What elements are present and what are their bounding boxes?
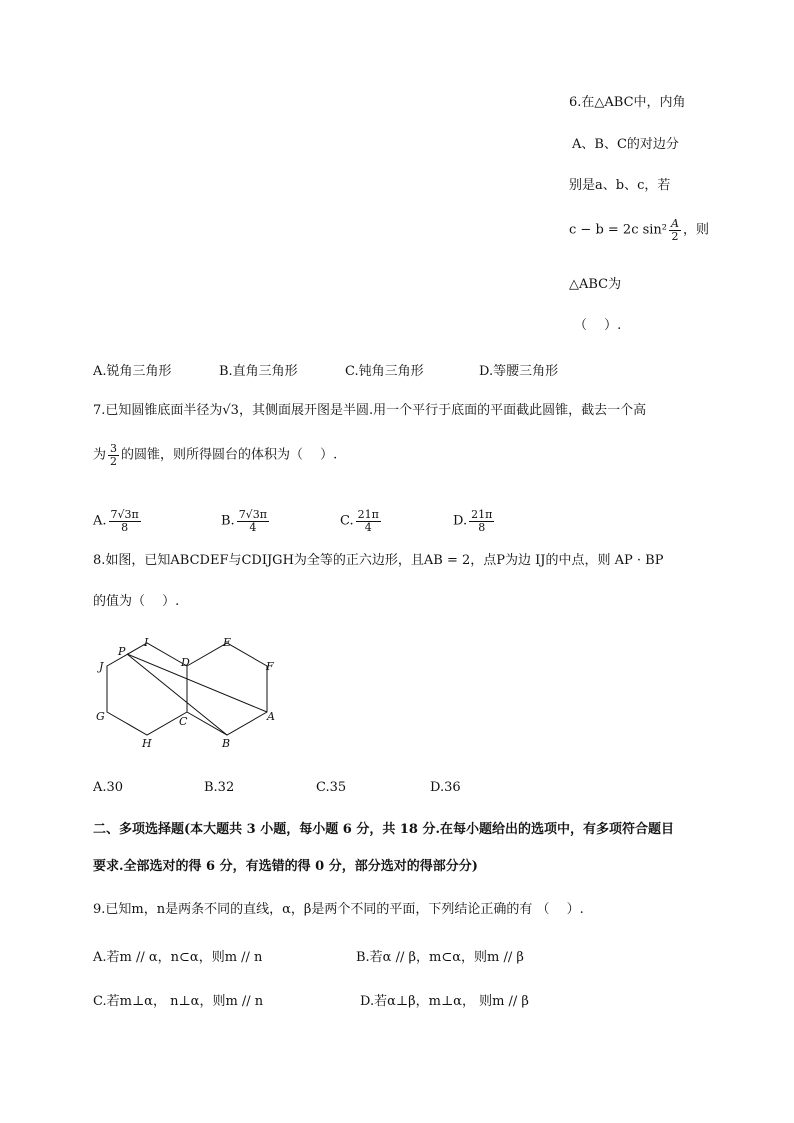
q8-option-b: B.32 xyxy=(204,780,235,795)
segment-pa xyxy=(127,654,267,712)
label-d: D xyxy=(181,656,190,669)
label-e: E xyxy=(223,636,232,649)
q6-line1: 6.在△ABC中，内角 xyxy=(569,95,686,110)
label-p: P xyxy=(118,645,126,658)
hexagon-figure xyxy=(90,633,290,753)
q9-option-d: D.若α⊥β，m⊥α， 则m // β xyxy=(360,994,529,1009)
label-g: G xyxy=(96,710,105,723)
q6-line6: （ ）. xyxy=(574,318,622,333)
hexagon-abcdef xyxy=(187,643,267,735)
q8-option-c: C.35 xyxy=(316,780,347,795)
segment-pb xyxy=(127,654,227,735)
section2-heading-line1: 二、多项选择题(本大题共 3 小题，每小题 6 分，共 18 分.在每小题给出的选项中，有多项符合题目 xyxy=(93,822,675,837)
q6-line3: 别是a、b、c，若 xyxy=(569,178,671,193)
q8-option-d: D.36 xyxy=(430,780,461,795)
q8-option-a: A.30 xyxy=(93,780,124,795)
q7-option-d: D. $\frac{21\pi}{8}$ xyxy=(453,508,493,534)
q7-line2: 为 $\frac{3}{2}$ 的圆锥，则所得圆台的体积为（ ）. xyxy=(93,442,338,468)
q8-line1: 8.如图，已知ABCDEF与CDIJGH为全等的正六边形，且AB = 2，点P为边 IJ的中点，则 AP · BP xyxy=(93,553,664,568)
label-b: B xyxy=(222,737,231,750)
q6-line2: A、B、C的对边分 xyxy=(572,137,679,152)
q6-option-a: A.锐角三角形 xyxy=(93,364,172,379)
q6-option-d: D.等腰三角形 xyxy=(479,364,559,379)
q6-line4: c − b = 2c sin² $\frac{A}{2}$ ，则 xyxy=(569,217,709,243)
q9-option-b: B.若α // β，m⊂α，则m // β xyxy=(356,950,524,965)
label-h: H xyxy=(142,737,152,750)
q6-option-b: B.直角三角形 xyxy=(219,364,298,379)
label-j: J xyxy=(99,660,104,673)
q7-fraction: $\frac{3}{2}$ xyxy=(110,442,118,468)
q6-fraction: $\frac{A}{2}$ xyxy=(671,217,679,243)
label-c: C xyxy=(179,715,188,728)
q7-option-b: B. $\frac{7√3\pi}{4}$ xyxy=(221,508,267,534)
q6-line5: △ABC为 xyxy=(569,277,622,292)
label-f: F xyxy=(266,660,274,673)
q7-line1: 7.已知圆锥底面半径为√3，其侧面展开图是半圆.用一个平行于底面的平面截此圆锥，截去一个高 xyxy=(93,403,647,418)
section2-heading-line2: 要求.全部选对的得 6 分，有选错的得 0 分，部分选对的得部分分) xyxy=(93,859,478,874)
q9-option-a: A.若m // α，n⊂α，则m // n xyxy=(93,950,263,965)
q6-option-c: C.钝角三角形 xyxy=(345,364,424,379)
q7-option-c: C. $\frac{21\pi}{4}$ xyxy=(340,508,379,534)
q9-option-c: C.若m⊥α， n⊥α，则m // n xyxy=(93,994,264,1009)
q6-equation: c − b = 2c sin² xyxy=(569,222,668,238)
label-i: I xyxy=(144,636,149,649)
label-a: A xyxy=(267,710,275,723)
q9-stem: 9.已知m，n是两条不同的直线，α，β是两个不同的平面，下列结论正确的有 （ ）. xyxy=(93,902,584,917)
q7-option-a: A. $\frac{7√3\pi}{8}$ xyxy=(93,508,139,534)
q8-line2: 的值为（ ）. xyxy=(93,594,180,609)
